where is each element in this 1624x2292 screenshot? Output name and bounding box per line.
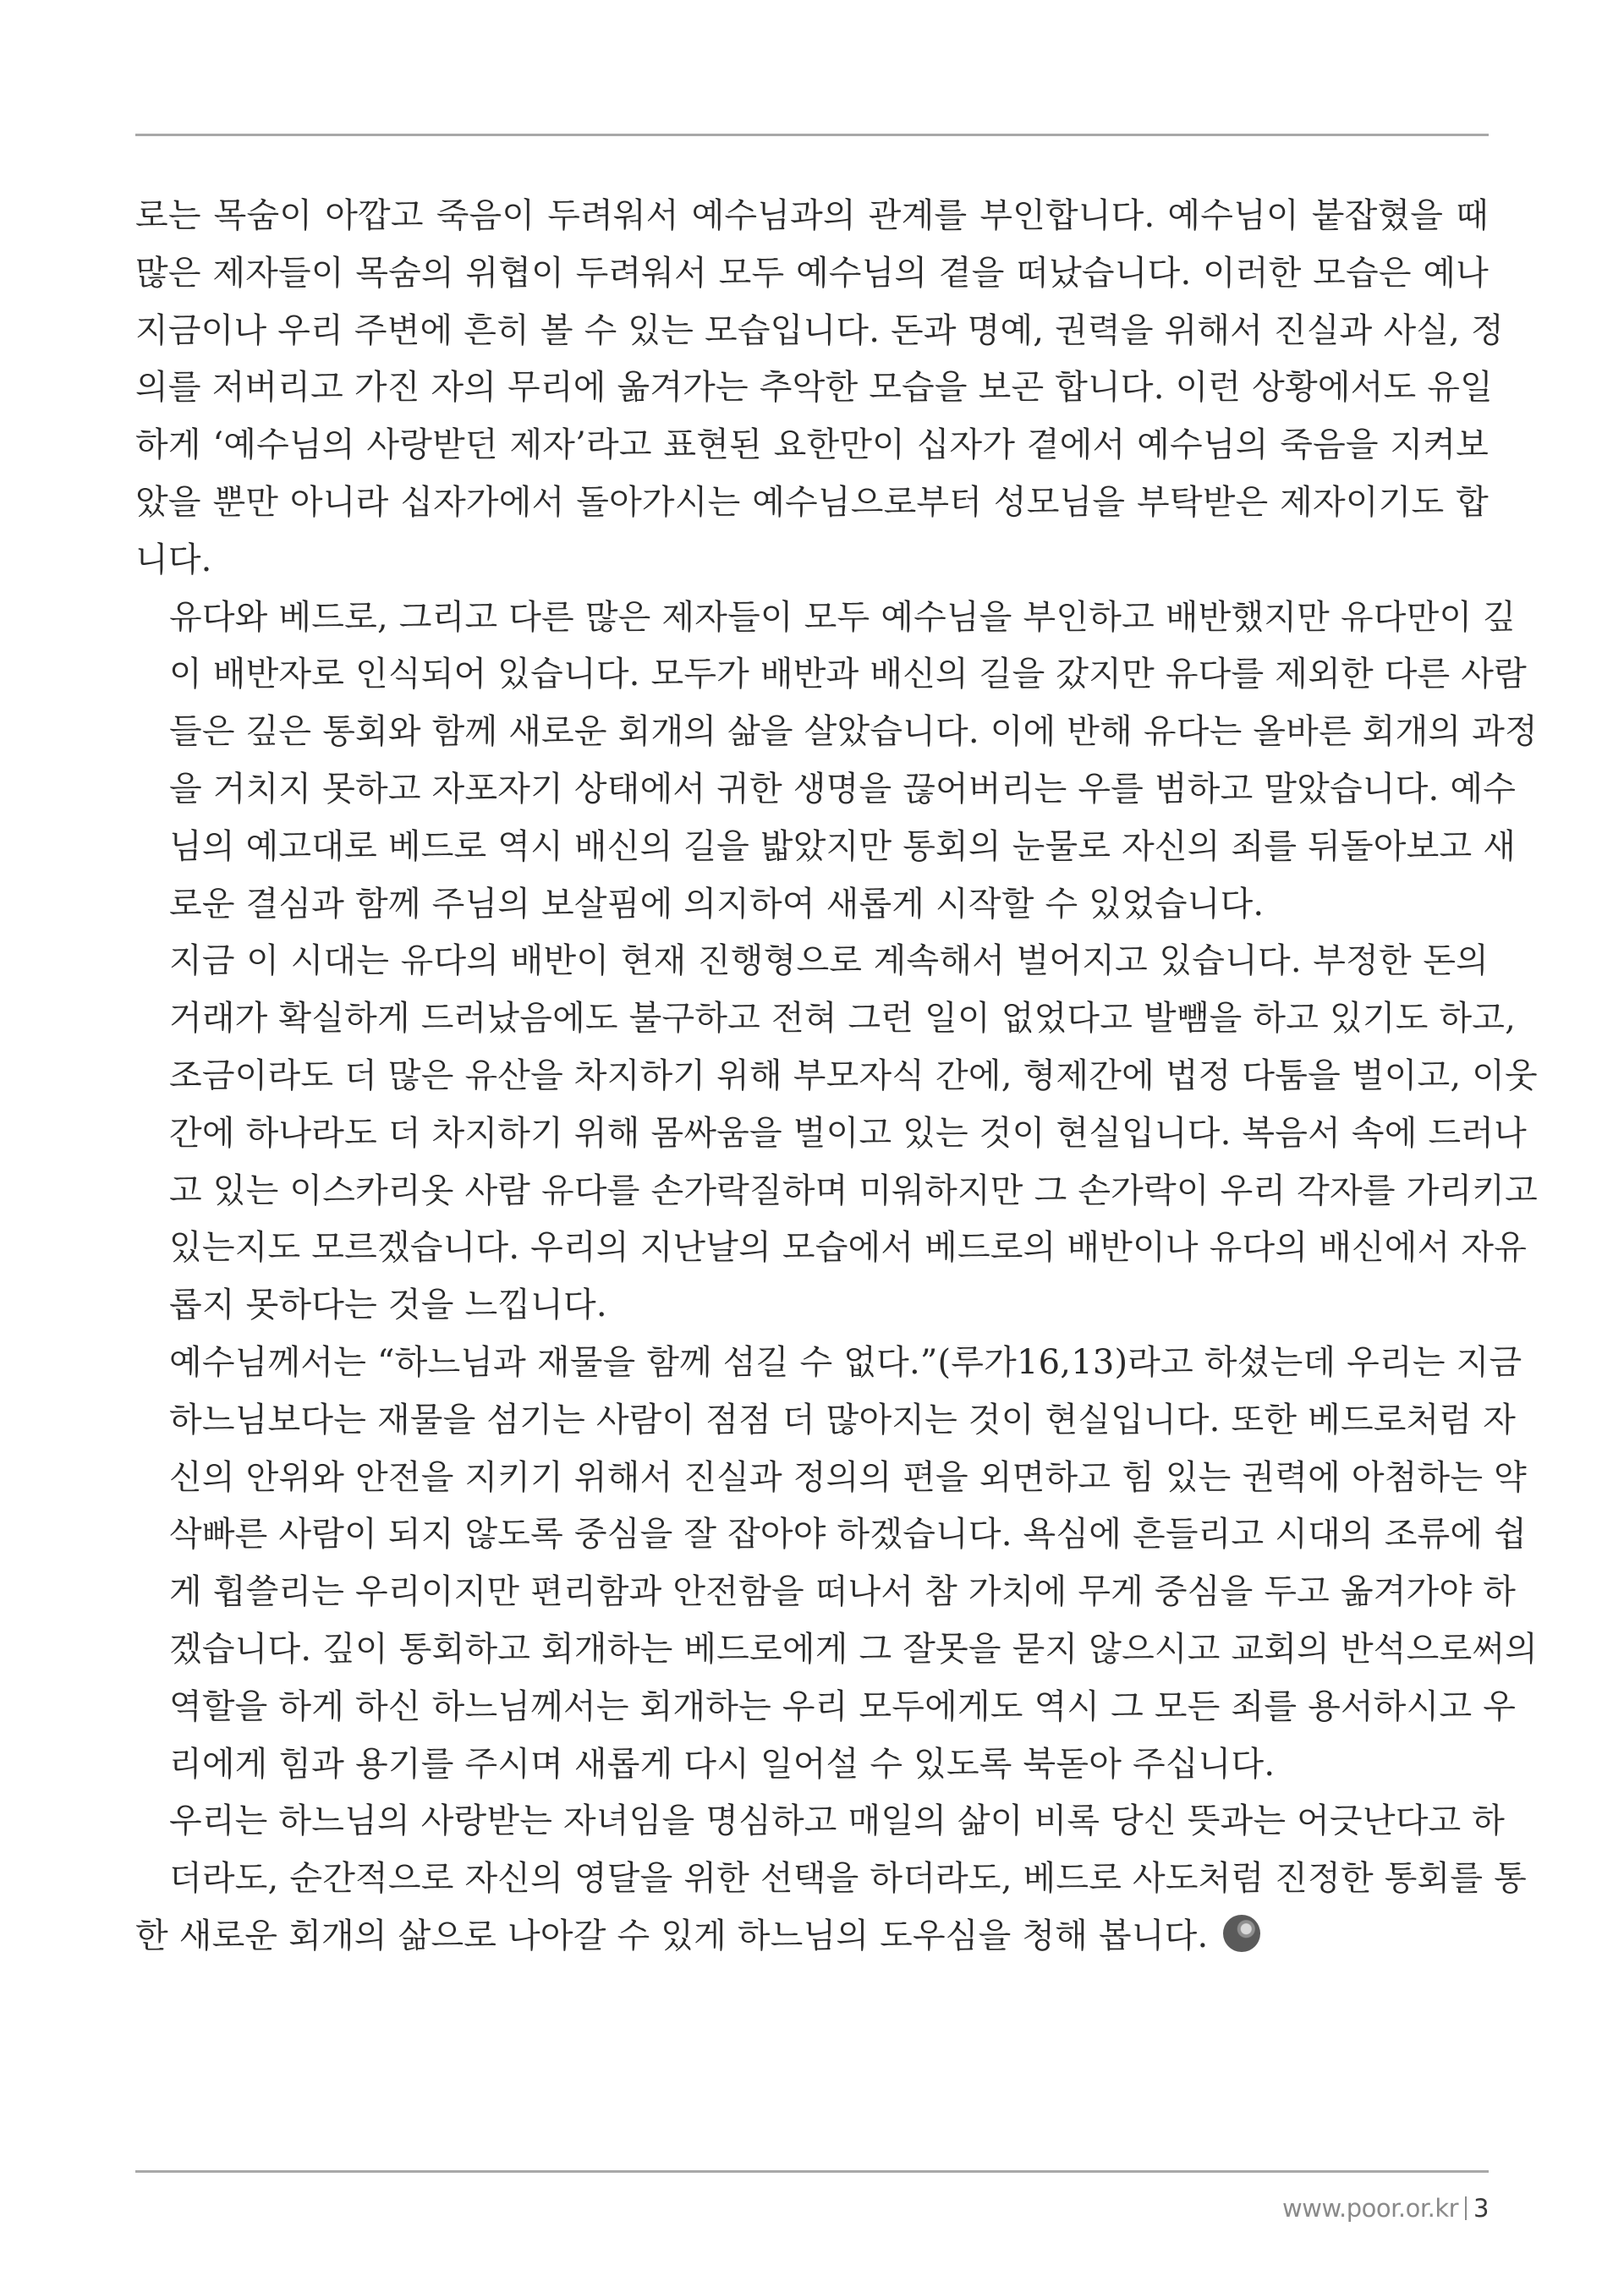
text-line: 로는 목숨이 아깝고 죽음이 두려워서 예수님과의 관계를 부인합니다. 예수님이 붙잡혔을 때 bbox=[135, 196, 1489, 235]
text-line: 지금이나 우리 주변에 흔히 볼 수 있는 모습입니다. 돈과 명예, 권력을 위해서 진실과 사실, 정 bbox=[135, 310, 1504, 350]
end-mark-icon bbox=[1223, 1915, 1260, 1952]
paragraph bbox=[135, 1793, 1527, 1965]
text-line: 겠습니다. 깊이 통회하고 회개하는 베드로에게 그 잘못을 묻지 않으시고 교회의 반석으로써의 bbox=[169, 1629, 1538, 1669]
text-line: 신의 안위와 안전을 지키기 위해서 진실과 정의의 편을 외면하고 힘 있는 권력에 아첨하는 약 bbox=[169, 1457, 1527, 1497]
text-line: 예수님께서는 “하느님과 재물을 함께 섬길 수 없다.”(루가16,13)라고 하셨는데 우리는 지금 bbox=[169, 1342, 1522, 1382]
text-line: 들은 깊은 통회와 함께 새로운 회개의 삶을 살았습니다. 이에 반해 유다는 올바른 회개의 과정 bbox=[169, 712, 1538, 752]
text-line: 유다와 베드로, 그리고 다른 많은 제자들이 모두 예수님을 부인하고 배반했지만 유다만이 깊 bbox=[169, 597, 1517, 637]
footer-url: www.poor.or.kr bbox=[1282, 2194, 1459, 2223]
text-line: 많은 제자들이 목숨의 위협이 두려워서 모두 예수님의 곁을 떠났습니다. 이러한 모습은 예나 bbox=[135, 253, 1489, 293]
text-line: 로운 결심과 함께 주님의 보살핌에 의지하여 새롭게 시작할 수 있었습니다. bbox=[169, 884, 1265, 924]
text-line: 역할을 하게 하신 하느님께서는 회개하는 우리 모두에게도 역시 그 모든 죄를 용서하시고 우 bbox=[169, 1686, 1517, 1726]
text-line: 고 있는 이스카리옷 사람 유다를 손가락질하며 미워하지만 그 손가락이 우리 각자를 가리키고 bbox=[169, 1171, 1538, 1210]
paragraph bbox=[135, 1335, 1538, 1793]
page-footer bbox=[1282, 2194, 1489, 2223]
text-line: 았을 뿐만 아니라 십자가에서 돌아가시는 예수님으로부터 성모님을 부탁받은 제자이기도 합 bbox=[135, 482, 1489, 522]
text-line: 게 휩쓸리는 우리이지만 편리함과 안전함을 떠나서 참 가치에 무게 중심을 두고 옮겨가야 하 bbox=[169, 1572, 1517, 1612]
text-line: 조금이라도 더 많은 유산을 차지하기 위해 부모자식 간에, 형제간에 법정 다툼을 벌이고, 이웃 bbox=[169, 1056, 1538, 1095]
text-line: 의를 저버리고 가진 자의 무리에 옮겨가는 추악한 모습을 보곤 합니다. 이런 상황에서도 유일 bbox=[135, 368, 1493, 408]
text-line: 더라도, 순간적으로 자신의 영달을 위한 선택을 하더라도, 베드로 사도처럼 진정한 통회를 통 bbox=[169, 1859, 1527, 1899]
text-line: 롭지 못하다는 것을 느낍니다. bbox=[169, 1286, 607, 1325]
text-line: 한 새로운 회개의 삶으로 나아갈 수 있게 하느님의 도우심을 청해 봅니다. bbox=[135, 1916, 1209, 1955]
footer-separator bbox=[1465, 2196, 1467, 2220]
bottom-rule bbox=[135, 2170, 1489, 2173]
text-line: 거래가 확실하게 드러났음에도 불구하고 전혀 그런 일이 없었다고 발뺌을 하고 있기도 하고, bbox=[169, 999, 1517, 1039]
text-line: 하느님보다는 재물을 섬기는 사람이 점점 더 많아지는 것이 현실입니다. 또한 베드로처럼 자 bbox=[169, 1400, 1517, 1439]
text-line: 을 거치지 못하고 자포자기 상태에서 귀한 생명을 끊어버리는 우를 범하고 말았습니다. 예수 bbox=[169, 769, 1517, 809]
text-line: 하게 ‘예수님의 사랑받던 제자’라고 표현된 요한만이 십자가 곁에서 예수님의 죽음을 지켜보 bbox=[135, 425, 1489, 465]
paragraph bbox=[135, 589, 1538, 934]
article-body bbox=[135, 188, 1538, 1966]
page-number: 3 bbox=[1473, 2194, 1489, 2223]
text-line: 이 배반자로 인식되어 있습니다. 모두가 배반과 배신의 길을 갔지만 유다를 제외한 다른 사람 bbox=[169, 655, 1527, 694]
text-line: 니다. bbox=[135, 540, 212, 579]
text-line: 지금 이 시대는 유다의 배반이 현재 진행형으로 계속해서 벌어지고 있습니다. 부정한 돈의 bbox=[169, 941, 1489, 981]
paragraph bbox=[135, 188, 1504, 589]
text-line: 우리는 하느님의 사랑받는 자녀임을 명심하고 매일의 삶이 비록 당신 뜻과는 어긋난다고 하 bbox=[169, 1801, 1506, 1841]
text-line: 삭빠른 사람이 되지 않도록 중심을 잘 잡아야 하겠습니다. 욕심에 흔들리고 시대의 조류에 쉽 bbox=[169, 1515, 1527, 1555]
text-line: 간에 하나라도 더 차지하기 위해 몸싸움을 벌이고 있는 것이 현실입니다. 복음서 속에 드러나 bbox=[169, 1113, 1527, 1153]
paragraph bbox=[135, 933, 1538, 1335]
text-line: 리에게 힘과 용기를 주시며 새롭게 다시 일어설 수 있도록 북돋아 주십니다. bbox=[169, 1744, 1276, 1784]
text-line: 있는지도 모르겠습니다. 우리의 지난날의 모습에서 베드로의 배반이나 유다의 배신에서 자유 bbox=[169, 1228, 1528, 1268]
text-line: 님의 예고대로 베드로 역시 배신의 길을 밟았지만 통회의 눈물로 자신의 죄를 뒤돌아보고 새 bbox=[169, 826, 1517, 866]
top-rule bbox=[135, 134, 1489, 136]
